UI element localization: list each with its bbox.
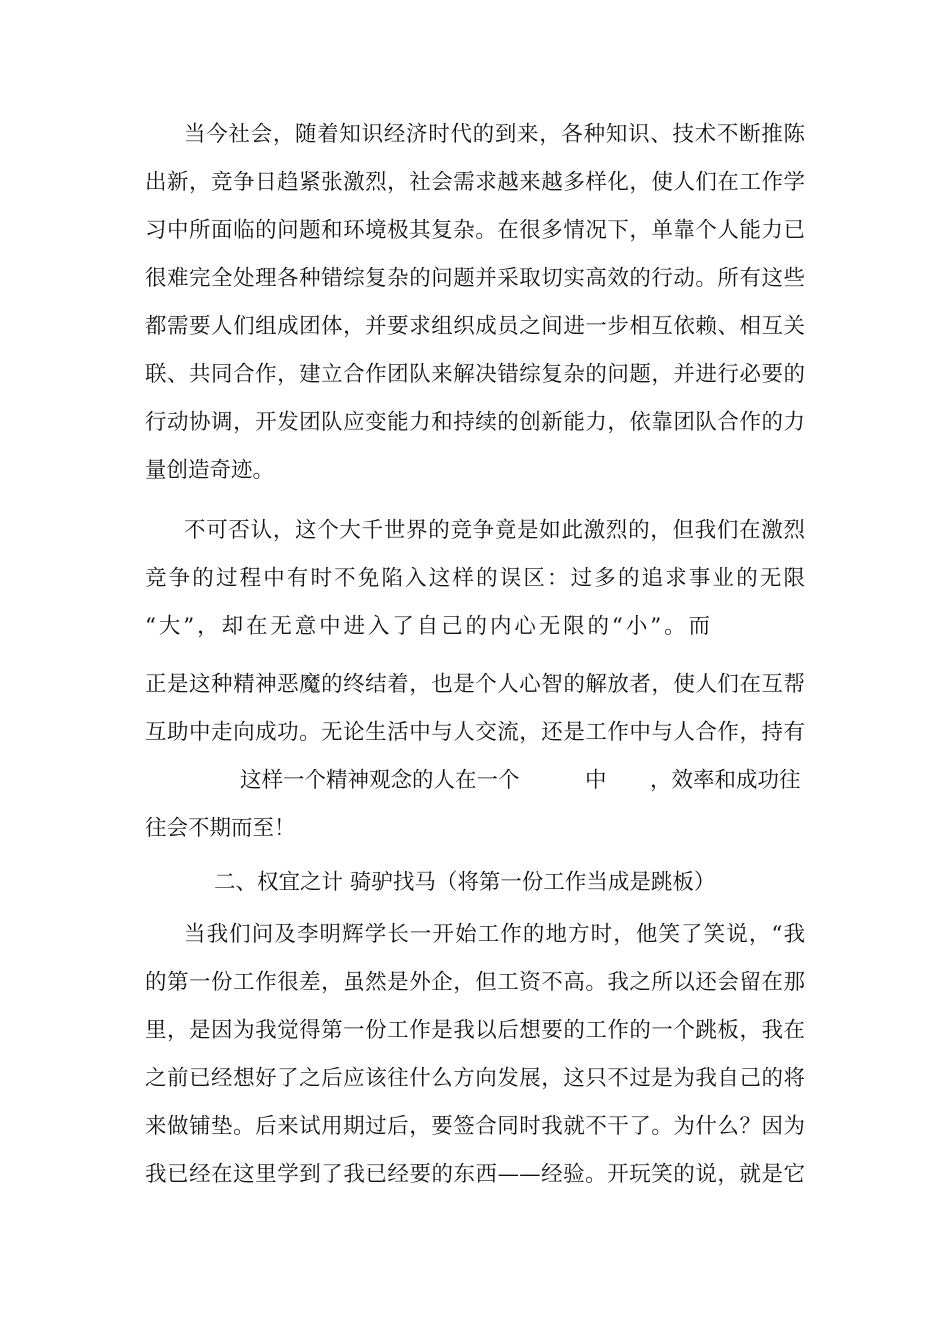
gap-line-segment-3: ，效率和成功往 <box>650 768 801 793</box>
paragraph-2-last-line: 往会不期而至！ <box>145 816 296 841</box>
gap-line-segment-1: 这样一个精神观念的人在一个 <box>240 768 520 793</box>
paragraph-2-line-5: 互助中走向成功。无论生活中与人交流，还是工作中与人合作，持有 <box>145 720 805 745</box>
paragraph-3-line-5: 来做铺垫。后来试用期过后，要签合同时我就不干了。为什么？因为 <box>145 1114 805 1139</box>
paragraph-2-line-2: 竞争的过程中有时不免陷入这样的误区：过多的追求事业的无限 <box>145 566 805 591</box>
paragraph-2-line-1: 不可否认，这个大千世界的竞争竟是如此激烈的，但我们在激烈 <box>184 518 805 543</box>
paragraph-1-line-4: 很难完全处理各种错综复杂的问题并采取切实高效的行动。所有这些 <box>145 266 805 291</box>
paragraph-3-line-6: 我已经在这里学到了我已经要的东西——经验。开玩笑的说，就是它 <box>145 1162 805 1187</box>
paragraph-3-line-1: 当我们问及李明辉学长一开始工作的地方时，他笑了笑说，“我 <box>184 922 805 947</box>
paragraph-3-line-2: 的第一份工作很差，虽然是外企，但工资不高。我之所以还会留在那 <box>145 970 805 995</box>
paragraph-1-line-3: 习中所面临的问题和环境极其复杂。在很多情况下，单靠个人能力已 <box>145 218 805 243</box>
paragraph-3-line-4: 之前已经想好了之后应该往什么方向发展，这只不过是为我自己的将 <box>145 1066 805 1091</box>
gap-line-segment-2: 中 <box>585 768 607 793</box>
paragraph-1-line-7: 行动协调，开发团队应变能力和持续的创新能力，依靠团队合作的力 <box>145 410 805 435</box>
paragraph-1-line-8: 量创造奇迹。 <box>145 458 275 483</box>
paragraph-1-line-2: 出新，竞争日趋紧张激烈，社会需求越来越多样化，使人们在工作学 <box>145 170 805 195</box>
paragraph-2-line-3: “大”，却在无意中进入了自己的内心无限的“小”。而 <box>145 614 710 639</box>
section-heading: 二、权宜之计 骑驴找马（将第一份工作当成是跳板） <box>214 870 716 895</box>
paragraph-2-line-4: 正是这种精神恶魔的终结着，也是个人心智的解放者，使人们在互帮 <box>145 672 805 697</box>
paragraph-1-line-1: 当今社会，随着知识经济时代的到来，各种知识、技术不断推陈 <box>184 122 805 147</box>
paragraph-3-line-3: 里，是因为我觉得第一份工作是我以后想要的工作的一个跳板，我在 <box>145 1018 805 1043</box>
paragraph-1-line-6: 联、共同合作，建立合作团队来解决错综复杂的问题，并进行必要的 <box>145 362 805 387</box>
paragraph-1-line-5: 都需要人们组成团体，并要求组织成员之间进一步相互依赖、相互关 <box>145 314 805 339</box>
